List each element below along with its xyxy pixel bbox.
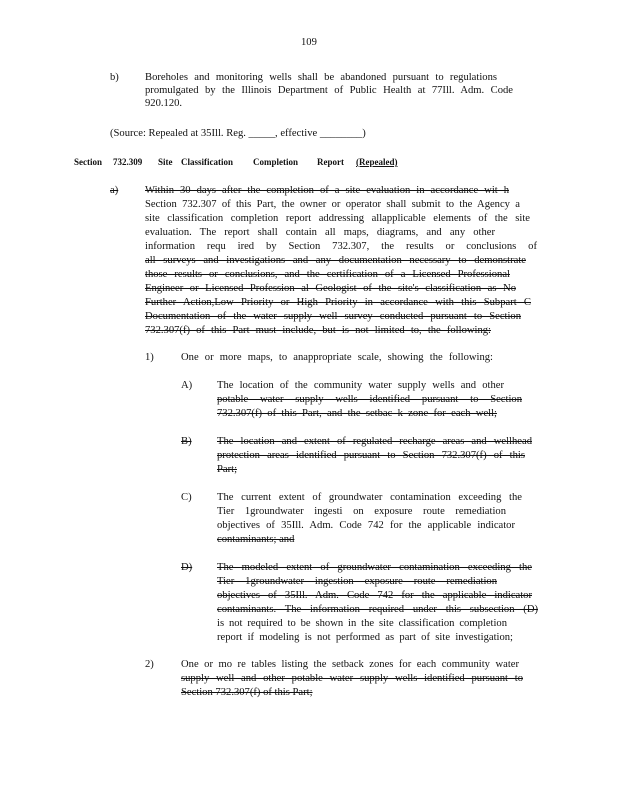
item-d-line-6: report if modeling is not performed as part of site investigation;	[217, 632, 513, 643]
section-heading-word-site: Site	[158, 157, 173, 167]
boreholes-line-1: Boreholes and monitoring wells shall be abandoned pursuant to regulations	[145, 72, 497, 83]
source-note: (Source: Repealed at 35Ill. Reg. _____, effective ________)	[110, 128, 366, 139]
item-1-label: 1)	[145, 352, 154, 363]
item-a-line-1: The location of the community water supply wells and other	[217, 380, 504, 391]
item-b-label: B)	[181, 436, 192, 447]
section-heading-word-classification: Classification	[181, 157, 234, 167]
item-b-line-2: protection areas identified pursuant to Section 732.307(f) of this	[217, 450, 525, 461]
item-a-line-2: potable water supply wells identified pursuant to Section	[217, 394, 522, 405]
item-d-line-4: contaminants. The information required under this subsection (D)	[217, 604, 538, 615]
para-a-line-1: Within 30 days after the completion of a site evaluation in accordance wit h	[145, 185, 509, 196]
para-a-line-7: those results or conclusions, and the certification of a Licensed Professional	[145, 269, 510, 280]
boreholes-line-2: promulgated by the Illinois Department of Public Health at 77Ill. Adm. Code	[145, 85, 513, 96]
item-a-line-3: 732.307(f) of this Part, and the setbac k zone for each well;	[217, 408, 497, 419]
para-a-line-11: 732.307(f) of this Part must include, but is not limited to, the following:	[145, 325, 491, 336]
item-d-line-5: is not required to be shown in the site classification completion	[217, 618, 507, 629]
item-1-text: One or more maps, to anappropriate scale, showing the following:	[181, 352, 493, 363]
item-c-line-3: objectives of 35Ill. Adm. Code 742 for the applicable indicator	[217, 520, 515, 531]
item-2-line-1: One or mo re tables listing the setback zones for each community water	[181, 659, 519, 670]
section-heading-number: 732.309	[113, 157, 143, 167]
item-b-line-1: The location and extent of regulated recharge areas and wellhead	[217, 436, 532, 447]
section-heading-word-report: Report	[317, 157, 344, 167]
page-number: 109	[301, 37, 317, 48]
item-d-line-3: objectives of 35Ill. Adm. Code 742 for the applicable indicator	[217, 590, 532, 601]
item-2-line-3: Section 732.307(f) of this Part;	[181, 687, 313, 698]
item-2-label: 2)	[145, 659, 154, 670]
item-a-label: A)	[181, 380, 193, 391]
boreholes-label: b)	[110, 72, 119, 83]
item-d-line-1: The modeled extent of groundwater contamination exceeding the	[217, 562, 532, 573]
para-a-line-5: information requ ired by Section 732.307, the results or conclusions of	[145, 241, 537, 252]
para-a-line-6: all surveys and investigations and any documentation necessary to demonstrate	[145, 255, 526, 266]
para-a-line-9: Further Action,Low Priority or High Priority in accordance with this Subpart C	[145, 297, 531, 308]
item-c-line-1: The current extent of groundwater contamination exceeding the	[217, 492, 522, 503]
section-heading-repealed: (Repealed)	[356, 157, 398, 167]
para-a-label: a)	[110, 185, 119, 196]
item-d-line-2: Tier 1groundwater ingestion exposure route remediation	[217, 576, 497, 587]
section-heading-word-completion: Completion	[253, 157, 298, 167]
para-a-line-2: Section 732.307 of this Part, the owner or operator shall submit to the Agency a	[145, 199, 520, 210]
item-d-label: D)	[181, 562, 193, 573]
section-heading-label: Section	[74, 157, 102, 167]
item-b-line-3: Part;	[217, 464, 238, 475]
item-c-label: C)	[181, 492, 192, 503]
boreholes-line-3: 920.120.	[145, 98, 183, 109]
para-a-line-10: Documentation of the water supply well survey conducted pursuant to Section	[145, 311, 521, 322]
para-a-line-4: evaluation. The report shall contain all maps, diagrams, and any other	[145, 227, 495, 238]
item-c-line-2: Tier 1groundwater ingesti on exposure route remediation	[217, 506, 506, 517]
item-c-line-4: contaminants; and	[217, 534, 295, 545]
para-a-line-3: site classification completion report addressing allapplicable elements of the site	[145, 213, 530, 224]
item-2-line-2: supply well and other potable water supply wells identified pursuant to	[181, 673, 523, 684]
para-a-line-8: Engineer or Licensed Profession al Geologist of the site's classification as No	[145, 283, 516, 294]
